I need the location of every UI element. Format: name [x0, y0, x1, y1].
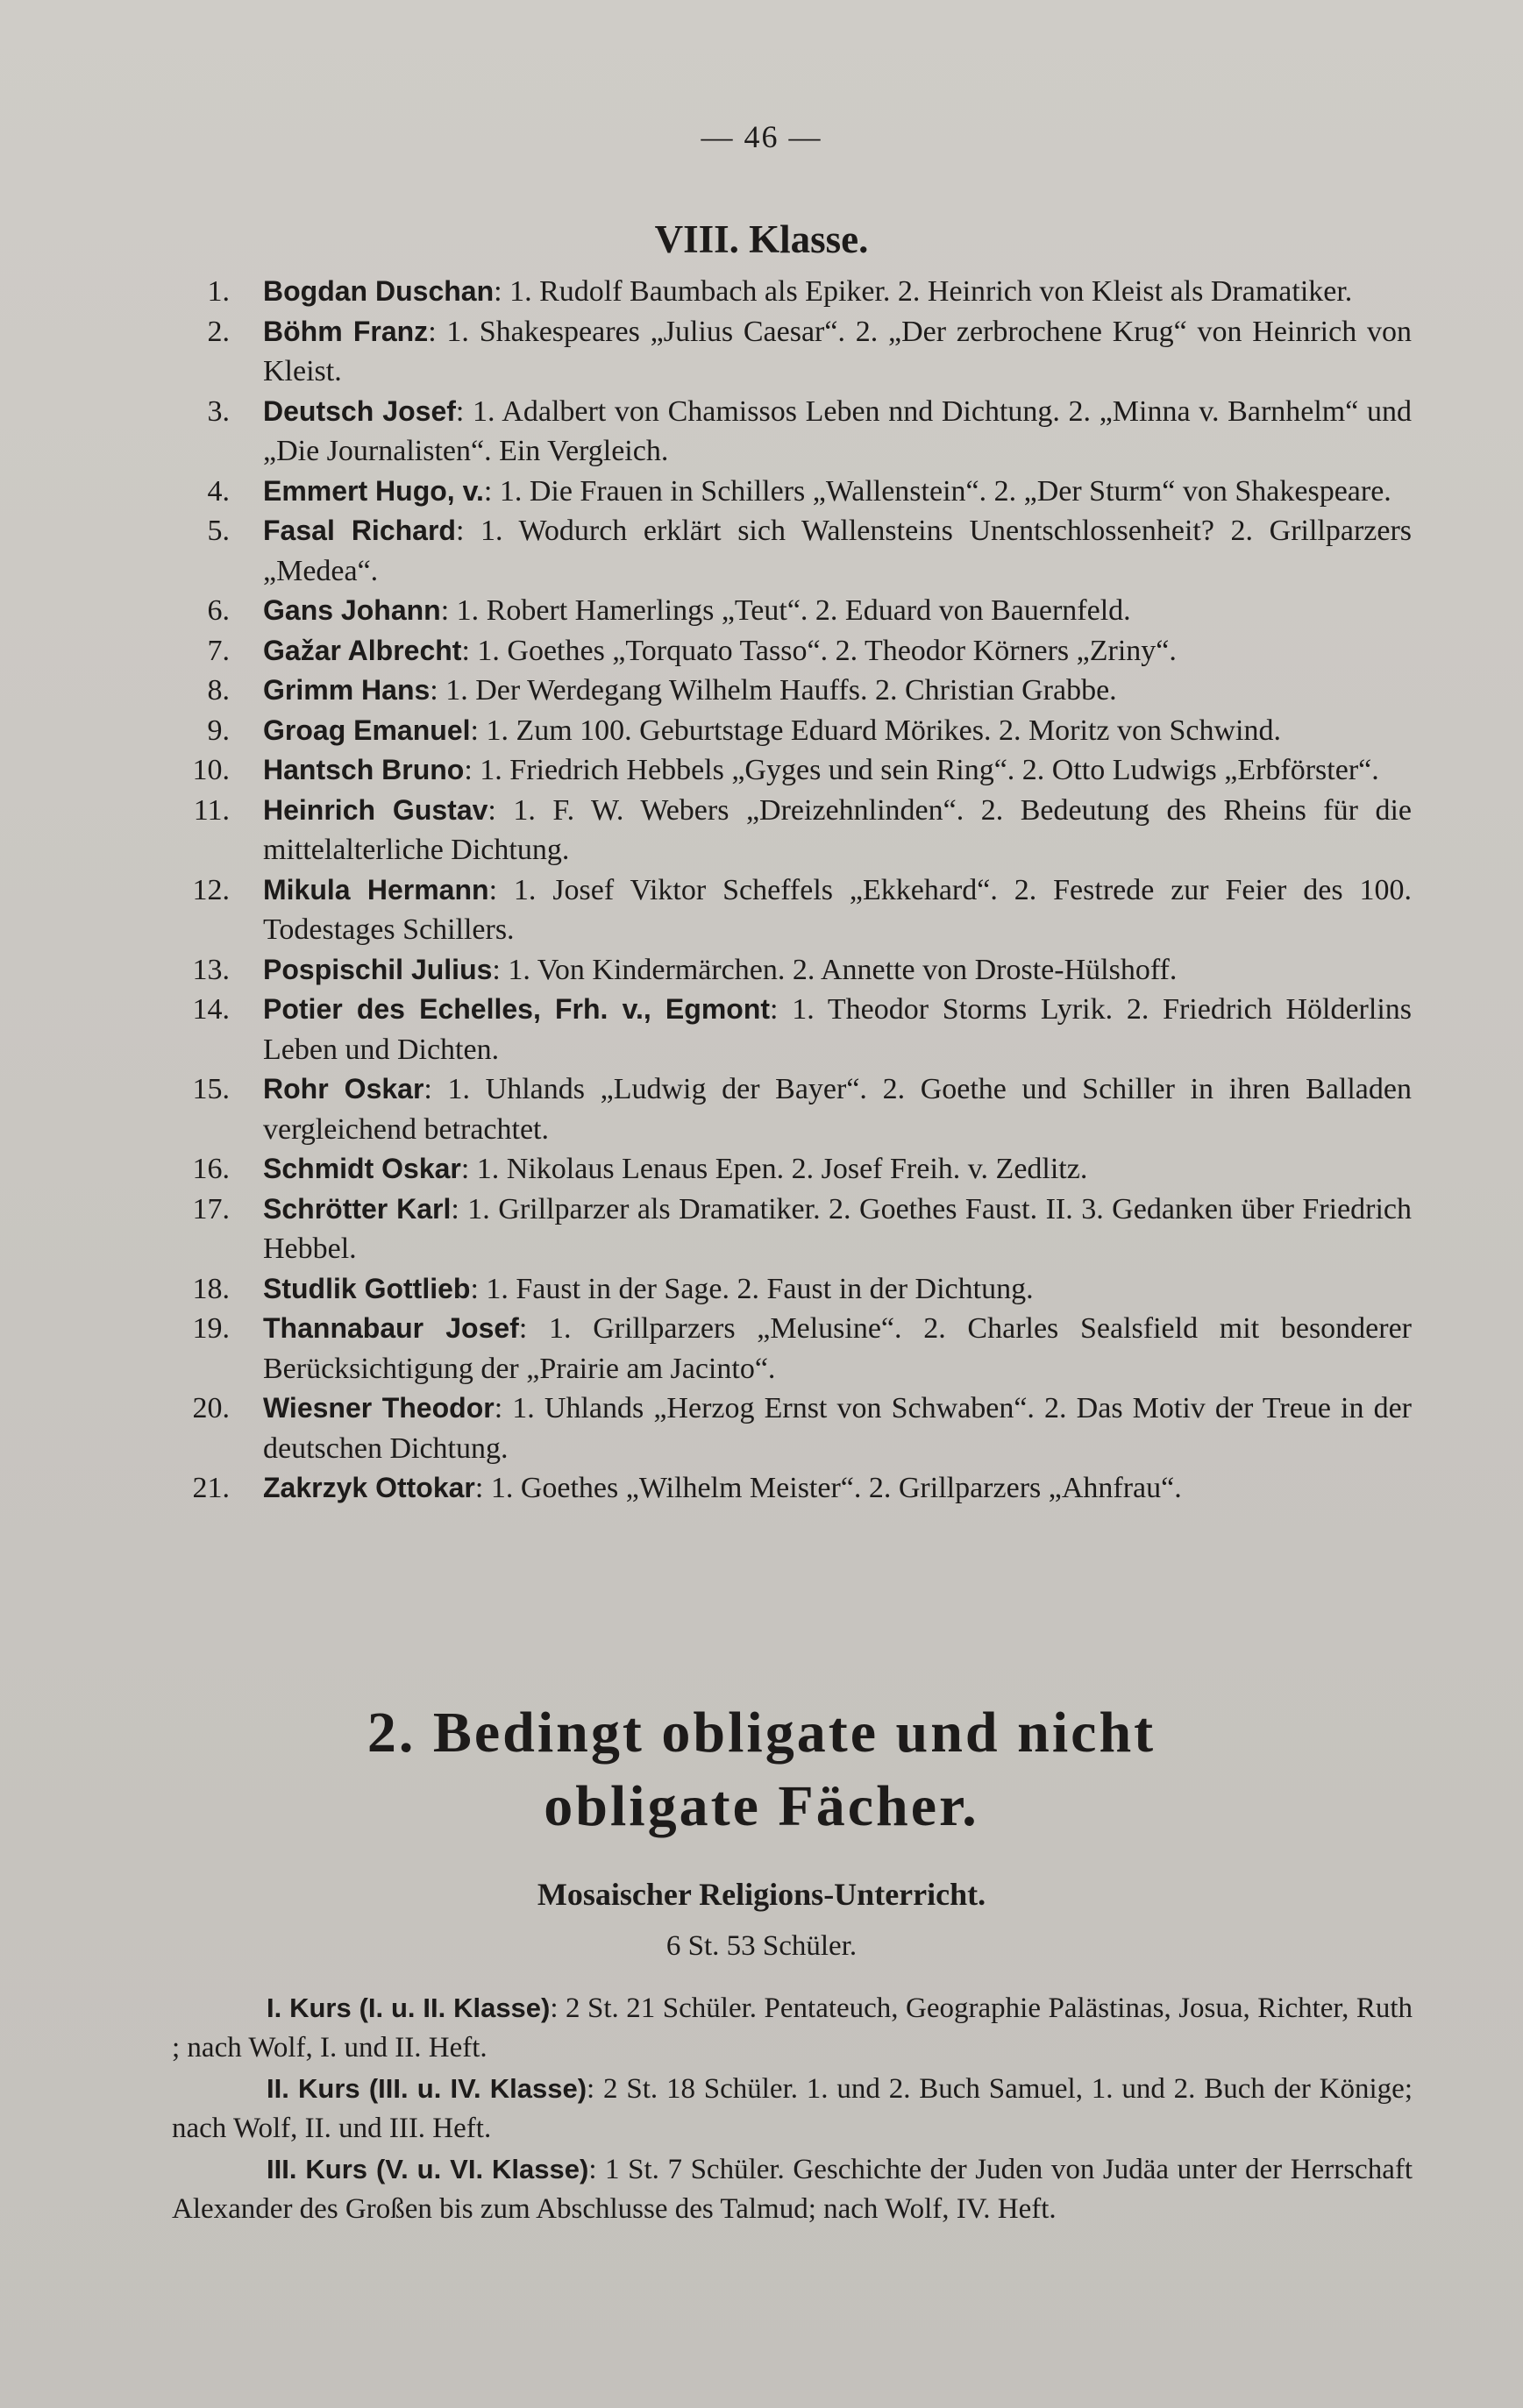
essay-topics: : 1. Die Frauen in Schillers „Wallenstein“. 2. „Der Sturm“ von Shakespeare.	[483, 474, 1391, 508]
course-label: II. Kurs (III. u. IV. Klasse)	[267, 2073, 587, 2104]
essay-topics: : 1. Grillparzer als Dramatiker. 2. Goethes Faust. II. 3. Gedanken über Friedrich Hebbel.	[263, 1192, 1412, 1265]
student-entry	[149, 631, 1412, 671]
student-entry	[149, 791, 1412, 870]
student-entry	[149, 950, 1412, 991]
essay-topics: : 1. Von Kindermärchen. 2. Annette von Droste-Hülshoff.	[492, 953, 1178, 986]
entry-number: 17.	[192, 1192, 230, 1225]
student-entry	[149, 1190, 1412, 1269]
subheading: Mosaischer Religions-Unterricht.	[537, 1877, 986, 1912]
entry-number: 5.	[207, 515, 230, 547]
student-name: Studlik Gottlieb	[263, 1272, 471, 1304]
section-heading	[0, 1696, 1523, 1843]
entry-number: 13.	[192, 953, 230, 986]
essay-topics: : 1. F. W. Webers „Dreizehnlinden“. 2. Bedeutung des Rheins für die mittelalterliche Dichtung.	[263, 793, 1413, 866]
student-entry	[149, 1468, 1412, 1509]
essay-topics: : 1. Theodor Storms Lyrik. 2. Friedrich Hölderlins Leben und Dichten.	[263, 993, 1412, 1066]
essay-topics: : 1. Goethes „Wilhelm Meister“. 2. Grillparzers „Ahnfrau“.	[474, 1472, 1182, 1504]
entry-number: 7.	[207, 634, 230, 667]
student-name: Hantsch Bruno	[263, 754, 465, 785]
student-entry	[149, 671, 1412, 711]
essay-topics: : 1. Zum 100. Geburtstage Eduard Mörikes. 2. Moritz von Schwind.	[470, 714, 1281, 747]
course-label: I. Kurs (I. u. II. Klasse)	[267, 1992, 551, 2023]
student-entry	[149, 990, 1412, 1069]
entry-number: 14.	[192, 993, 230, 1026]
student-name: Deutsch Josef	[263, 394, 456, 427]
course-paragraph	[172, 2149, 1413, 2229]
student-entry	[149, 711, 1412, 751]
course-description: : 2 St. 21 Schüler. Pentateuch, Geographie Palästinas, Josua, Richter, Ruth ; nach Wolf, I. und II. Heft.	[172, 1992, 1413, 2063]
essay-topics: : 1. Faust in der Sage. 2. Faust in der Dichtung.	[470, 1272, 1034, 1305]
essay-topics: : 1. Der Werdegang Wilhelm Hauffs. 2. Christian Grabbe.	[430, 674, 1117, 707]
student-entry	[149, 511, 1412, 591]
class-title: VIII. Klasse.	[654, 217, 869, 261]
entry-number: 12.	[192, 873, 230, 906]
entry-number: 20.	[192, 1392, 230, 1424]
entry-number: 11.	[193, 793, 230, 827]
student-name: Schrötter Karl	[263, 1192, 452, 1225]
student-name: Bogdan Duschan	[263, 275, 495, 307]
essay-topics: : 1. Wodurch erklärt sich Wallensteins Unentschlossenheit? 2. Grillparzers „Medea“.	[263, 515, 1412, 587]
entry-number: 3.	[207, 394, 230, 428]
essay-topics: : 1. Friedrich Hebbels „Gyges und sein Ring“. 2. Otto Ludwigs „Erbförster“.	[464, 754, 1379, 786]
entry-number: 18.	[192, 1272, 230, 1305]
entry-number: 15.	[192, 1073, 230, 1105]
student-name: Gažar Albrecht	[263, 634, 462, 666]
course-paragraph	[172, 2069, 1413, 2149]
section-heading-line2: obligate Fächer.	[544, 1774, 979, 1838]
student-name: Schmidt Oskar	[263, 1153, 461, 1184]
entry-number: 4.	[207, 474, 230, 508]
student-entry	[149, 591, 1412, 631]
student-name: Groag Emanuel	[263, 714, 471, 746]
essay-topics: : 1. Uhlands „Herzog Ernst von Schwaben“. 2. Das Motiv der Treue in der deutschen Dichtung.	[263, 1392, 1413, 1465]
essay-topics: : 1. Nikolaus Lenaus Epen. 2. Josef Freih. v. Zedlitz.	[460, 1153, 1088, 1185]
course-summary: 6 St. 53 Schüler.	[665, 1930, 858, 1962]
entry-number: 6.	[207, 594, 230, 627]
essay-topics: : 1. Goethes „Torquato Tasso“. 2. Theodor Körners „Zriny“.	[461, 634, 1177, 667]
course-description: : 2 St. 18 Schüler. 1. und 2. Buch Samuel, 1. und 2. Buch der Könige; nach Wolf, II. und III. Heft.	[172, 2073, 1413, 2144]
student-entry	[149, 1309, 1412, 1389]
entry-number: 1.	[207, 275, 230, 308]
entry-number: 16.	[192, 1153, 230, 1185]
student-entry	[149, 1149, 1412, 1190]
course-list	[172, 1988, 1413, 2230]
entry-number: 10.	[192, 754, 230, 786]
course-label: III. Kurs (V. u. VI. Klasse)	[267, 2154, 589, 2184]
entry-number: 2.	[207, 315, 230, 348]
student-entry	[149, 750, 1412, 791]
student-name: Emmert Hugo, v.	[263, 474, 484, 507]
entry-number: 9.	[207, 714, 230, 747]
essay-topics: : 1. Uhlands „Ludwig der Bayer“. 2. Goethe und Schiller in ihren Balladen vergleichend betrachtet.	[263, 1073, 1412, 1146]
student-entry	[149, 272, 1412, 312]
essay-topics: : 1. Grillparzers „Melusine“. 2. Charles Sealsfield mit besonderer Berücksichtigung der „Prairie am Jacinto“.	[263, 1312, 1412, 1385]
student-name: Thannabaur Josef	[263, 1312, 519, 1344]
student-name: Zakrzyk Ottokar	[263, 1472, 475, 1503]
student-name: Böhm Franz	[263, 315, 429, 347]
student-entry	[149, 392, 1412, 472]
student-name: Pospischil Julius	[263, 953, 493, 985]
section-heading-line1: 2. Bedingt obligate und nicht	[367, 1701, 1156, 1765]
student-name: Grimm Hans	[263, 674, 431, 706]
page-number: — 46 —	[701, 119, 822, 154]
entry-number: 19.	[192, 1312, 230, 1345]
student-entry	[149, 472, 1412, 512]
student-entry	[149, 1069, 1412, 1149]
student-topic-list	[149, 272, 1412, 1509]
student-name: Wiesner Theodor	[263, 1392, 495, 1424]
student-name: Mikula Hermann	[263, 873, 489, 906]
student-name: Rohr Oskar	[263, 1073, 424, 1105]
student-entry	[149, 870, 1412, 950]
student-entry	[149, 312, 1412, 392]
course-paragraph	[172, 1988, 1413, 2068]
student-name: Potier des Echelles, Frh. v., Egmont	[263, 993, 771, 1025]
essay-topics: : 1. Rudolf Baumbach als Epiker. 2. Heinrich von Kleist als Dramatiker.	[494, 275, 1353, 308]
student-name: Fasal Richard	[263, 515, 456, 546]
essay-topics: : 1. Adalbert von Chamissos Leben nnd Dichtung. 2. „Minna v. Barnhelm“ und „Die Journalisten“. Ein Vergleich.	[263, 394, 1413, 467]
course-description: : 1 St. 7 Schüler. Geschichte der Juden von Judäa unter der Herrschaft Alexander des Großen bis zum Abschlusse des Talmud; nach Wolf, IV. Heft.	[172, 2154, 1413, 2225]
student-entry	[149, 1389, 1412, 1468]
essay-topics: : 1. Shakespeares „Julius Caesar“. 2. „Der zerbrochene Krug“ von Heinrich von Kleist.	[263, 315, 1413, 387]
student-name: Heinrich Gustav	[263, 793, 488, 826]
entry-number: 21.	[192, 1472, 230, 1504]
essay-topics: : 1. Robert Hamerlings „Teut“. 2. Eduard von Bauernfeld.	[440, 594, 1131, 627]
student-name: Gans Johann	[263, 594, 441, 626]
essay-topics: : 1. Josef Viktor Scheffels „Ekkehard“. 2. Festrede zur Feier des 100. Todestages Schillers.	[263, 873, 1413, 946]
student-entry	[149, 1269, 1412, 1310]
entry-number: 8.	[207, 674, 230, 707]
